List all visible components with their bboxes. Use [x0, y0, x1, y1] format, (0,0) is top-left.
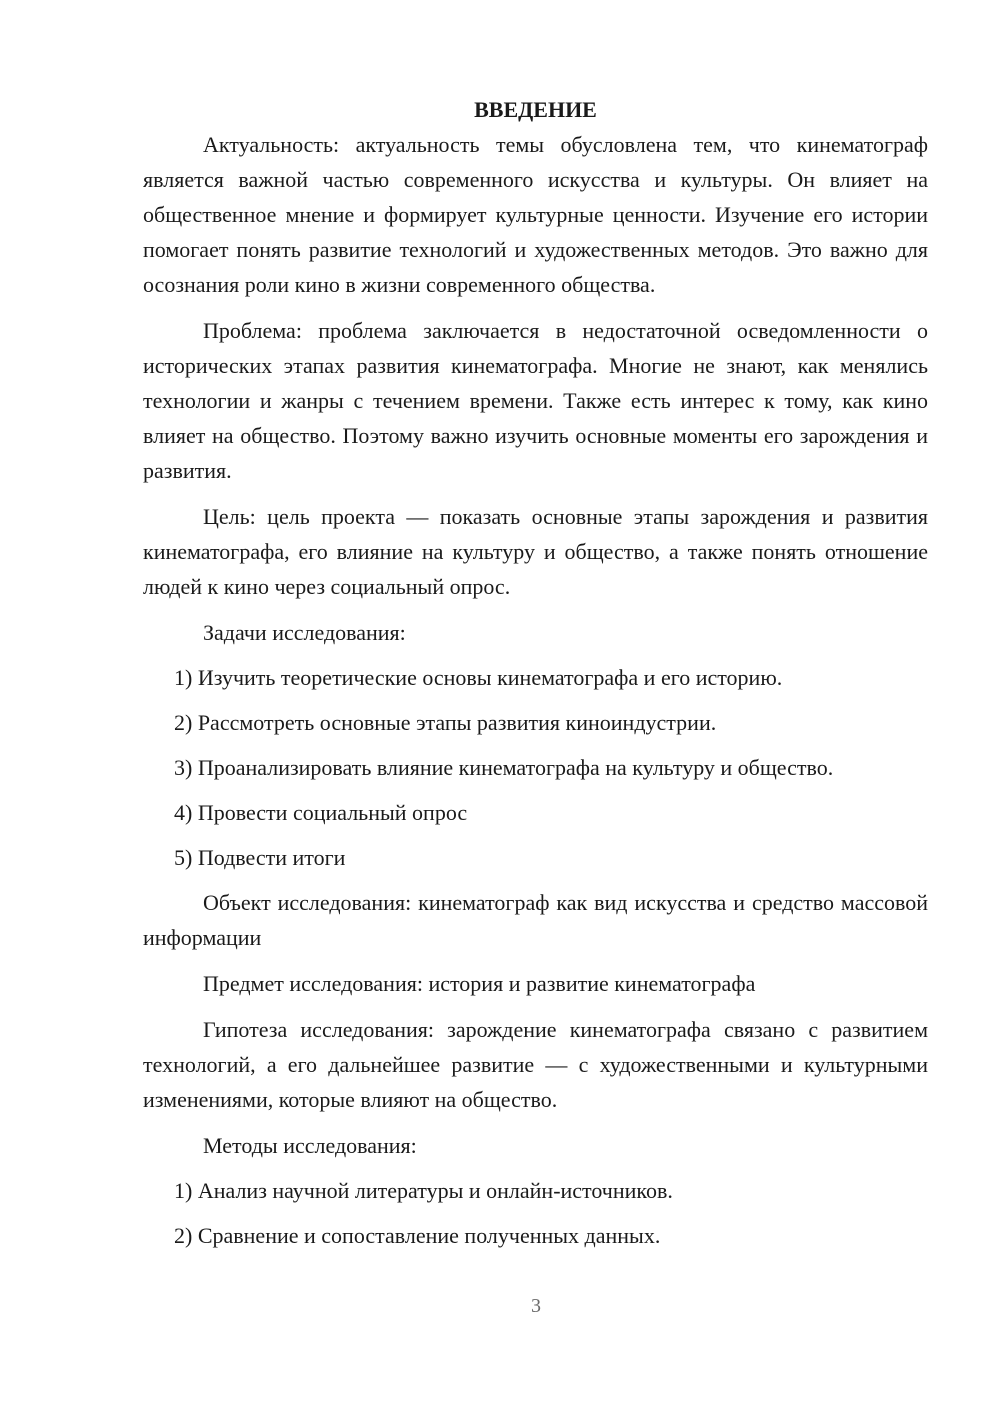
- document-page: [143, 92, 928, 1263]
- section-title: ВВЕДЕНИЕ: [474, 97, 597, 122]
- object-paragraph: Объект исследования: кинематограф как вид искусства и средство массовой информации: [143, 890, 928, 950]
- method-item: 1) Анализ научной литературы и онлайн-источников.: [174, 1178, 673, 1203]
- page-number: 3: [531, 1295, 541, 1317]
- task-item: 5) Подвести итоги: [174, 845, 346, 870]
- task-item: 2) Рассмотреть основные этапы развития киноиндустрии.: [174, 710, 717, 735]
- task-item: 4) Провести социальный опрос: [174, 800, 468, 825]
- methods-heading: Методы исследования:: [203, 1133, 417, 1158]
- tasks-heading: Задачи исследования:: [203, 620, 406, 645]
- task-item: 1) Изучить теоретические основы кинематографа и его историю.: [174, 665, 783, 690]
- relevance-paragraph: Актуальность: актуальность темы обусловлена тем, что кинематограф является важной частью современного искусства и культуры. Он влияет на общественное мнение и формирует культурные ценности. Изучение его истории помогает понять развитие технологий и художественных методов. Это важно для осознания роли кино в жизни современного общества.: [143, 132, 928, 297]
- hypothesis-paragraph: Гипотеза исследования: зарождение кинематографа связано с развитием технологий, а его дальнейшее развитие — с художественными и культурными изменениями, которые влияют на общество.: [143, 1017, 928, 1112]
- problem-paragraph: Проблема: проблема заключается в недостаточной осведомленности о исторических этапах развития кинематографа. Многие не знают, как менялись технологии и жанры с течением времени. Также есть интерес к тому, как кино влияет на общество. Поэтому важно изучить основные моменты его зарождения и развития.: [143, 318, 928, 483]
- method-item: 2) Сравнение и сопоставление полученных данных.: [174, 1223, 661, 1248]
- task-item: 3) Проанализировать влияние кинематографа на культуру и общество.: [174, 755, 834, 780]
- goal-paragraph: Цель: цель проекта — показать основные этапы зарождения и развития кинематографа, его влияние на культуру и общество, а также понять отношение людей к кино через социальный опрос.: [143, 504, 928, 599]
- subject-paragraph: Предмет исследования: история и развитие кинематографа: [203, 971, 756, 996]
